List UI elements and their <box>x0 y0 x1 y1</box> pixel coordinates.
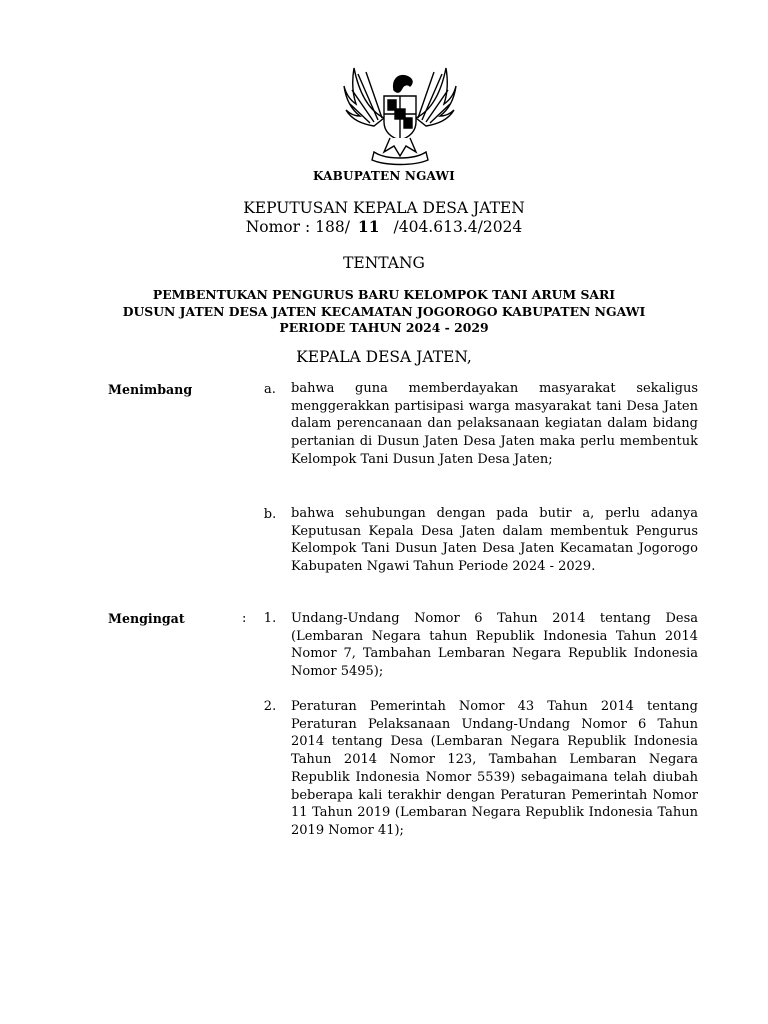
mengingat-label: Mengingat <box>108 611 185 626</box>
mengingat-marker-2: 2. <box>263 699 277 714</box>
about-heading: TENTANG <box>343 254 425 272</box>
menimbang-item-a: bahwa guna memberdayakan masyarakat sekaligus menggerakkan partisipasi warga masyarakat tani Desa Jaten dalam perencanaan dan pelaksanaan kegiatan dalam bidang pertanian di Dusun Jaten Desa Jaten maka perlu membentuk Kelompok Tani Dusun Jaten Desa Jaten; <box>291 381 698 467</box>
number-suffix: /404.613.4/2024 <box>393 218 523 236</box>
menimbang-marker-b: b. <box>263 507 277 522</box>
mengingat-colon: : <box>242 611 247 626</box>
mengingat-item-1: Undang-Undang Nomor 6 Tahun 2014 tentang Desa (Lembaran Negara tahun Republik Indonesia Tahun 2014 Nomor 7, Tambahan Lembaran Negara Republik Indonesia Nomor 5495); <box>291 611 698 680</box>
garuda-emblem-icon <box>338 60 462 166</box>
mengingat-item-2: Peraturan Pemerintah Nomor 43 Tahun 2014 tentang Peraturan Pelaksanaan Undang-Undang Nomor 6 Tahun 2014 tentang Desa (Lembaran Negara Republik Indonesia Tahun 2014 Nomor 123, Tambahan Lembaran Negara Republik Indonesia Nomor 5539) sebagaimana telah diubah beberapa kali terakhir dengan Peraturan Pemerintah Nomor 11 Tahun 2019 (Lembaran Negara Republik Indonesia Tahun 2019 Nomor 41); <box>291 699 698 838</box>
menimbang-item-b: bahwa sehubungan dengan pada butir a, perlu adanya Keputusan Kepala Desa Jaten dalam membentuk Pengurus Kelompok Tani Dusun Jaten Desa Jaten Kecamatan Jogorogo Kabupaten Ngawi Tahun Periode 2024 - 2029. <box>291 506 698 575</box>
decree-number <box>0 217 768 236</box>
menimbang-marker-a: a. <box>264 382 276 397</box>
mengingat-marker-1: 1. <box>263 611 277 626</box>
decree-subject <box>0 287 768 337</box>
region-name: KABUPATEN NGAWI <box>313 169 455 183</box>
number-prefix: Nomor : 188/ <box>245 218 350 236</box>
issuer-line: KEPALA DESA JATEN, <box>296 348 472 366</box>
subject-line: PEMBENTUKAN PENGURUS BARU KELOMPOK TANI ARUM SARI <box>152 287 616 302</box>
subject-line: DUSUN JATEN DESA JATEN KECAMATAN JOGOROGO KABUPATEN NGAWI <box>122 303 646 319</box>
menimbang-label: Menimbang <box>108 382 193 397</box>
decree-title: KEPUTUSAN KEPALA DESA JATEN <box>243 199 525 217</box>
number-value: 11 <box>357 217 380 236</box>
subject-line: PERIODE TAHUN 2024 - 2029 <box>279 320 489 335</box>
